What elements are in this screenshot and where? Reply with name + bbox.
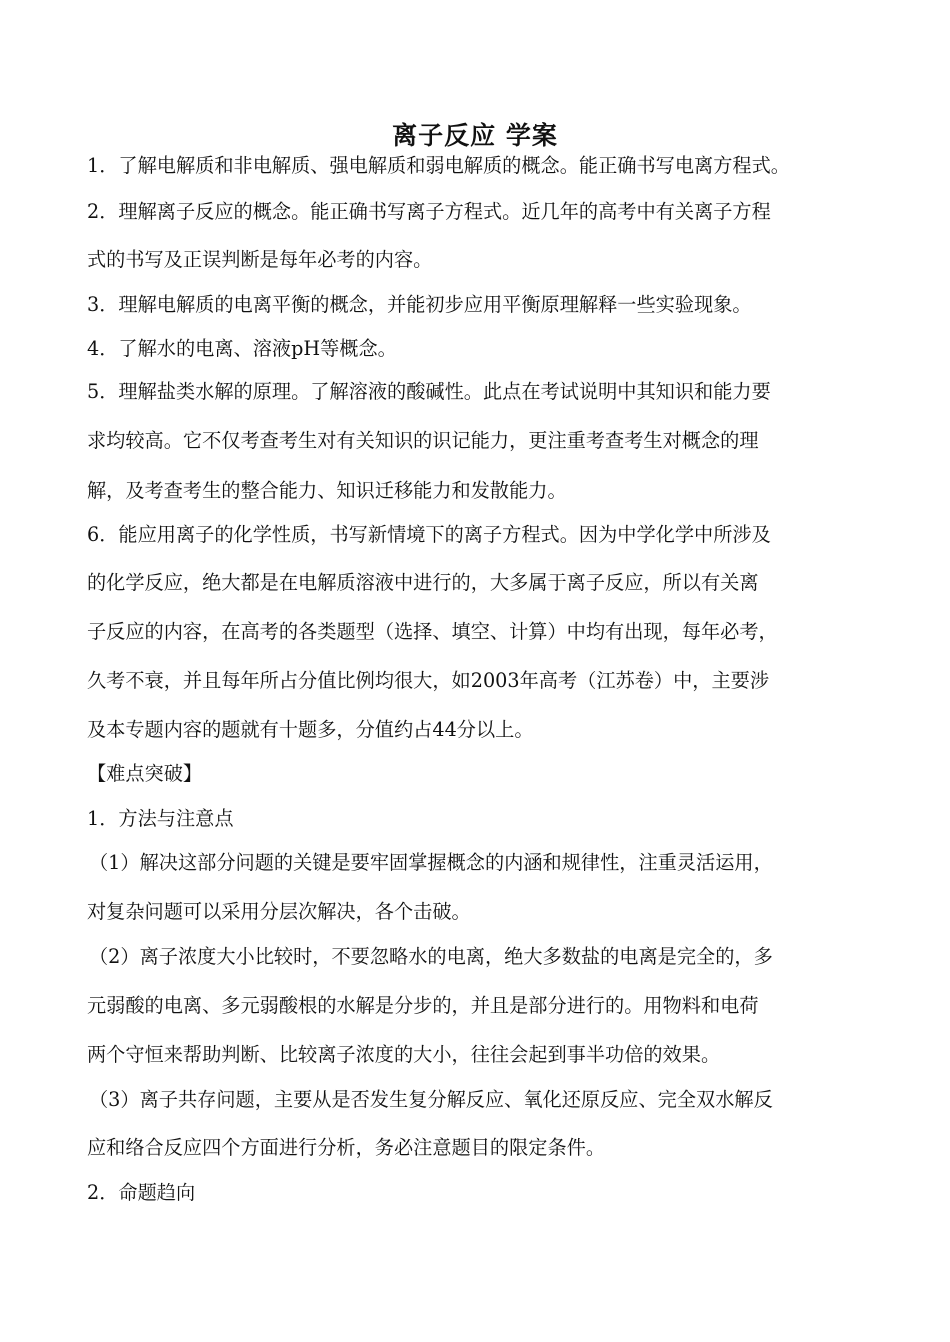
text-line: （1）解决这部分问题的关键是要牢固掌握概念的内涵和规律性，注重灵活运用， xyxy=(89,851,773,874)
text-line: （2）离子浓度大小比较时，不要忽略水的电离，绝大多数盐的电离是完全的，多 xyxy=(89,945,773,968)
text-line: 应和络合反应四个方面进行分析，务必注意题目的限定条件。 xyxy=(87,1136,606,1159)
text-line: 4．了解水的电离、溶液pH等概念。 xyxy=(87,337,397,360)
text-line: 1．了解电解质和非电解质、强电解质和弱电解质的概念。能正确书写电离方程式。 xyxy=(87,154,790,177)
text-line: 6．能应用离子的化学性质，书写新情境下的离子方程式。因为中学化学中所涉及 xyxy=(87,523,771,546)
document-title: 离子反应 学案 xyxy=(392,121,558,150)
text-line: 元弱酸的电离、多元弱酸根的水解是分步的，并且是部分进行的。用物料和电荷 xyxy=(87,994,759,1017)
text-line: 两个守恒来帮助判断、比较离子浓度的大小，往往会起到事半功倍的效果。 xyxy=(87,1043,721,1066)
text-line: （3）离子共存问题，主要从是否发生复分解反应、氧化还原反应、完全双水解反 xyxy=(89,1088,773,1111)
text-line: 5．理解盐类水解的原理。了解溶液的酸碱性。此点在考试说明中其知识和能力要 xyxy=(87,380,771,403)
text-line: 式的书写及正误判断是每年必考的内容。 xyxy=(87,248,433,271)
section-heading: 【难点突破】 xyxy=(87,762,203,785)
text-line: 2．理解离子反应的概念。能正确书写离子方程式。近几年的高考中有关离子方程 xyxy=(87,200,771,223)
text-line: 的化学反应，绝大都是在电解质溶液中进行的，大多属于离子反应，所以有关离 xyxy=(87,571,759,594)
text-line: 对复杂问题可以采用分层次解决，各个击破。 xyxy=(87,900,471,923)
subsection-heading: 1．方法与注意点 xyxy=(87,807,234,830)
text-line: 子反应的内容，在高考的各类题型（选择、填空、计算）中均有出现，每年必考， xyxy=(87,620,778,643)
text-line: 解，及考查考生的整合能力、知识迁移能力和发散能力。 xyxy=(87,479,567,502)
subsection-heading: 2．命题趋向 xyxy=(87,1181,196,1204)
text-line: 久考不衰，并且每年所占分值比例均很大，如2003年高考（江苏卷）中，主要涉 xyxy=(87,669,770,692)
text-line: 3．理解电解质的电离平衡的概念，并能初步应用平衡原理解释一些实验现象。 xyxy=(87,293,752,316)
text-line: 及本专题内容的题就有十题多，分值约占44分以上。 xyxy=(87,718,534,741)
text-line: 求均较高。它不仅考查考生对有关知识的识记能力，更注重考查考生对概念的理 xyxy=(87,429,759,452)
